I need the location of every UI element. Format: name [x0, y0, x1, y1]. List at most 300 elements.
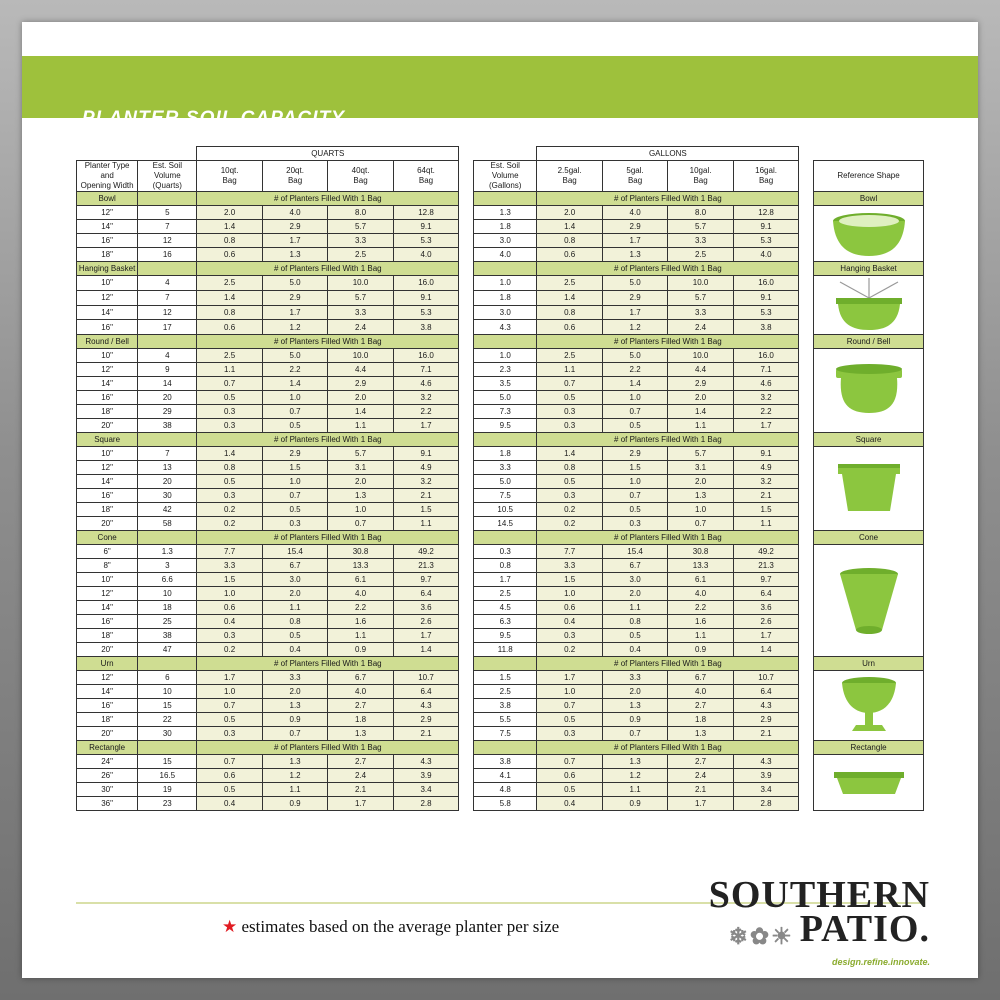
gallon-bag-value-2: 3.1	[668, 461, 733, 475]
shape-label: Square	[814, 433, 924, 447]
quart-bag-value-3: 2.2	[393, 405, 458, 419]
table-row	[77, 517, 924, 531]
planter-size: 10"	[77, 573, 138, 587]
gallon-bag-value-2: 6.1	[668, 573, 733, 587]
gallon-bag-value-3: 2.1	[733, 489, 799, 503]
spacer	[459, 657, 474, 671]
spacer	[459, 419, 474, 433]
spacer	[459, 489, 474, 503]
section-header-row	[77, 262, 924, 276]
quart-bag-value-3: 2.6	[393, 615, 458, 629]
gallon-bag-value-1: 1.7	[602, 234, 667, 248]
gallon-bag-value-1: 1.7	[602, 305, 667, 320]
spacer	[799, 192, 814, 206]
quart-bag-value-0: 0.7	[197, 377, 262, 391]
quart-bag-value-3: 1.1	[393, 517, 458, 531]
shape-illustration-square	[814, 447, 924, 531]
quart-bag-value-2: 0.9	[328, 643, 393, 657]
gallon-bag-value-2: 4.4	[668, 363, 733, 377]
section-blank	[138, 657, 197, 671]
soil-volume-gallons: 1.7	[474, 573, 537, 587]
quart-bag-value-2: 3.3	[328, 305, 393, 320]
gallon-bag-value-0: 0.4	[537, 797, 602, 811]
gallon-bag-value-3: 5.3	[733, 234, 799, 248]
table-row	[77, 320, 924, 335]
gallon-bag-value-3: 6.4	[733, 685, 799, 699]
quart-bag-value-1: 1.3	[262, 755, 327, 769]
quart-bag-value-1: 1.1	[262, 783, 327, 797]
table-row	[77, 559, 924, 573]
spacer	[799, 391, 814, 405]
soil-volume-quarts: 5	[138, 206, 197, 220]
spacer	[459, 192, 474, 206]
gallon-bag-value-3: 49.2	[733, 545, 799, 559]
gallon-bag-value-2: 2.0	[668, 475, 733, 489]
capacity-table-wrapper	[76, 146, 924, 811]
gallon-bag-value-0: 0.8	[537, 234, 602, 248]
soil-volume-gallons: 5.0	[474, 475, 537, 489]
spacer	[799, 545, 814, 559]
spacer	[459, 741, 474, 755]
gallon-bag-value-2: 5.7	[668, 290, 733, 305]
quart-bag-value-2: 5.7	[328, 290, 393, 305]
gallon-bag-value-1: 1.0	[602, 475, 667, 489]
section-blank	[474, 262, 537, 276]
gallon-bag-value-1: 2.9	[602, 220, 667, 234]
gallon-bag-value-0: 0.3	[537, 629, 602, 643]
brand-line-2: ❄✿☀ PATIO.	[600, 912, 930, 954]
spacer	[459, 433, 474, 447]
quart-bag-value-0: 0.3	[197, 629, 262, 643]
quart-bag-value-0: 0.5	[197, 713, 262, 727]
quart-bag-value-2: 4.0	[328, 587, 393, 601]
quart-bag-value-3: 6.4	[393, 587, 458, 601]
soil-volume-gallons: 3.0	[474, 305, 537, 320]
planter-size: 18"	[77, 405, 138, 419]
spacer	[799, 489, 814, 503]
planter-size: 18"	[77, 629, 138, 643]
gallon-bag-value-1: 0.5	[602, 629, 667, 643]
quart-bag-value-2: 1.3	[328, 489, 393, 503]
gallon-bag-value-2: 10.0	[668, 349, 733, 363]
quart-bag-value-1: 0.5	[262, 419, 327, 433]
gallon-bag-value-2: 2.7	[668, 699, 733, 713]
table-row	[77, 685, 924, 699]
quart-bag-value-1: 1.2	[262, 769, 327, 783]
section-blank	[474, 335, 537, 349]
gallon-bag-value-3: 4.3	[733, 699, 799, 713]
quart-bag-value-1: 2.2	[262, 363, 327, 377]
blank	[814, 147, 924, 161]
spacer	[459, 262, 474, 276]
gallon-bag-value-3: 7.1	[733, 363, 799, 377]
spacer	[799, 657, 814, 671]
gallon-bag-value-1: 2.0	[602, 685, 667, 699]
gallon-bag-value-3: 21.3	[733, 559, 799, 573]
table-row	[77, 615, 924, 629]
quart-bag-value-2: 6.7	[328, 671, 393, 685]
fill-note-gallons: # of Planters Filled With 1 Bag	[537, 741, 799, 755]
quart-bag-value-2: 30.8	[328, 545, 393, 559]
gallon-bag-value-1: 2.2	[602, 363, 667, 377]
gallon-bag-value-2: 13.3	[668, 559, 733, 573]
gallon-bag-value-2: 1.0	[668, 503, 733, 517]
quart-bag-value-0: 0.3	[197, 489, 262, 503]
table-row	[77, 305, 924, 320]
quart-bag-value-2: 5.7	[328, 220, 393, 234]
soil-volume-gallons: 7.5	[474, 727, 537, 741]
gallon-bag-value-1: 3.3	[602, 671, 667, 685]
quart-bag-value-2: 1.6	[328, 615, 393, 629]
gallon-bag-value-2: 5.7	[668, 447, 733, 461]
gallon-bag-value-1: 0.8	[602, 615, 667, 629]
table-row	[77, 489, 924, 503]
soil-volume-quarts: 7	[138, 220, 197, 234]
soil-volume-gallons: 5.8	[474, 797, 537, 811]
table-row	[77, 276, 924, 291]
soil-volume-gallons: 3.8	[474, 755, 537, 769]
col-header-planter-type: Planter Type and Opening Width	[77, 161, 138, 192]
soil-volume-quarts: 12	[138, 305, 197, 320]
shape-illustration-urn	[814, 671, 924, 741]
gallon-bag-value-1: 1.1	[602, 601, 667, 615]
quart-bag-value-1: 1.3	[262, 699, 327, 713]
spacer	[799, 699, 814, 713]
col-header-quart-bag-3: 64qt. Bag	[393, 161, 458, 192]
shape-illustration-bowl	[814, 206, 924, 262]
quart-bag-value-2: 1.3	[328, 727, 393, 741]
soil-volume-quarts: 6	[138, 671, 197, 685]
soil-volume-gallons: 4.8	[474, 783, 537, 797]
fill-note-quarts: # of Planters Filled With 1 Bag	[197, 657, 459, 671]
table-row	[77, 475, 924, 489]
quart-bag-value-3: 4.3	[393, 755, 458, 769]
section-name: Rectangle	[77, 741, 138, 755]
planter-size: 24"	[77, 755, 138, 769]
quart-bag-value-1: 0.3	[262, 517, 327, 531]
gallon-bag-value-0: 0.5	[537, 391, 602, 405]
spacer	[799, 248, 814, 262]
header-banner	[22, 56, 978, 129]
quart-bag-value-3: 12.8	[393, 206, 458, 220]
planter-size: 20"	[77, 643, 138, 657]
quart-bag-value-3: 4.0	[393, 248, 458, 262]
gallon-bag-value-1: 15.4	[602, 545, 667, 559]
soil-volume-gallons: 4.5	[474, 601, 537, 615]
quart-bag-value-2: 2.4	[328, 769, 393, 783]
datasheet	[22, 22, 978, 978]
shape-label: Hanging Basket	[814, 262, 924, 276]
gallon-bag-value-0: 0.5	[537, 475, 602, 489]
spacer	[459, 447, 474, 461]
soil-volume-quarts: 18	[138, 601, 197, 615]
soil-volume-quarts: 22	[138, 713, 197, 727]
spacer	[799, 503, 814, 517]
gallon-bag-value-2: 2.5	[668, 248, 733, 262]
table-row	[77, 349, 924, 363]
quart-bag-value-3: 1.7	[393, 629, 458, 643]
quart-bag-value-0: 1.1	[197, 363, 262, 377]
gallon-bag-value-0: 1.4	[537, 447, 602, 461]
gallon-bag-value-2: 4.0	[668, 587, 733, 601]
table-row	[77, 629, 924, 643]
gallon-bag-value-2: 2.1	[668, 783, 733, 797]
spacer	[459, 517, 474, 531]
quart-bag-value-3: 2.9	[393, 713, 458, 727]
table-row	[77, 727, 924, 741]
quart-bag-value-3: 3.6	[393, 601, 458, 615]
section-blank	[138, 335, 197, 349]
spacer	[459, 147, 474, 161]
gallon-bag-value-2: 1.1	[668, 419, 733, 433]
gallon-bag-value-1: 5.0	[602, 276, 667, 291]
fill-note-gallons: # of Planters Filled With 1 Bag	[537, 335, 799, 349]
gallon-bag-value-1: 0.5	[602, 419, 667, 433]
quart-bag-value-1: 1.1	[262, 601, 327, 615]
gallon-bag-value-3: 1.5	[733, 503, 799, 517]
quart-bag-value-2: 8.0	[328, 206, 393, 220]
quart-bag-value-2: 2.7	[328, 755, 393, 769]
gallon-bag-value-0: 3.3	[537, 559, 602, 573]
quart-bag-value-0: 0.7	[197, 699, 262, 713]
table-row	[77, 601, 924, 615]
quart-bag-value-2: 3.1	[328, 461, 393, 475]
spacer	[459, 685, 474, 699]
quart-bag-value-2: 3.3	[328, 234, 393, 248]
quart-bag-value-3: 1.4	[393, 643, 458, 657]
gallon-bag-value-1: 0.3	[602, 517, 667, 531]
gallon-bag-value-3: 3.2	[733, 475, 799, 489]
section-header-row	[77, 531, 924, 545]
gallon-bag-value-0: 0.3	[537, 419, 602, 433]
fill-note-quarts: # of Planters Filled With 1 Bag	[197, 192, 459, 206]
spacer	[459, 320, 474, 335]
col-header-est-quarts: Est. Soil Volume (Quarts)	[138, 161, 197, 192]
spacer	[459, 797, 474, 811]
soil-volume-gallons: 7.5	[474, 489, 537, 503]
soil-volume-quarts: 16.5	[138, 769, 197, 783]
quart-bag-value-0: 0.3	[197, 419, 262, 433]
gallon-bag-value-1: 1.2	[602, 769, 667, 783]
quart-bag-value-0: 0.5	[197, 475, 262, 489]
gallon-bag-value-1: 2.9	[602, 447, 667, 461]
quart-bag-value-3: 4.9	[393, 461, 458, 475]
table-row	[77, 713, 924, 727]
gallon-bag-value-0: 2.5	[537, 349, 602, 363]
quart-bag-value-2: 10.0	[328, 276, 393, 291]
gallon-bag-value-2: 2.0	[668, 391, 733, 405]
gallon-bag-value-3: 1.7	[733, 629, 799, 643]
gallon-bag-value-2: 2.4	[668, 769, 733, 783]
quart-bag-value-0: 0.2	[197, 643, 262, 657]
quart-bag-value-3: 3.2	[393, 475, 458, 489]
gallon-bag-value-0: 1.0	[537, 587, 602, 601]
soil-volume-gallons: 2.5	[474, 685, 537, 699]
quart-bag-value-1: 0.9	[262, 713, 327, 727]
quart-bag-value-1: 5.0	[262, 276, 327, 291]
quart-bag-value-0: 2.0	[197, 206, 262, 220]
spacer	[799, 615, 814, 629]
gallon-bag-value-0: 0.4	[537, 615, 602, 629]
quart-bag-value-0: 0.5	[197, 783, 262, 797]
soil-volume-quarts: 4	[138, 349, 197, 363]
spacer	[459, 391, 474, 405]
spacer	[799, 220, 814, 234]
quart-bag-value-2: 5.7	[328, 447, 393, 461]
gallon-bag-value-0: 1.1	[537, 363, 602, 377]
table-row	[77, 248, 924, 262]
gallon-bag-value-1: 2.0	[602, 587, 667, 601]
spacer	[459, 363, 474, 377]
planter-size: 14"	[77, 305, 138, 320]
table-row	[77, 769, 924, 783]
quart-bag-value-3: 4.3	[393, 699, 458, 713]
gallon-bag-value-3: 4.9	[733, 461, 799, 475]
table-row	[77, 797, 924, 811]
section-header-row	[77, 657, 924, 671]
gallon-bag-value-2: 1.6	[668, 615, 733, 629]
gallon-bag-value-1: 0.9	[602, 713, 667, 727]
planter-size: 16"	[77, 615, 138, 629]
quart-bag-value-0: 0.6	[197, 320, 262, 335]
spacer	[799, 559, 814, 573]
column-header-row	[77, 161, 924, 192]
soil-volume-gallons: 6.3	[474, 615, 537, 629]
section-blank	[138, 531, 197, 545]
soil-volume-gallons: 1.8	[474, 447, 537, 461]
spacer	[459, 769, 474, 783]
quart-bag-value-1: 6.7	[262, 559, 327, 573]
soil-volume-gallons: 1.0	[474, 349, 537, 363]
quart-bag-value-1: 1.7	[262, 305, 327, 320]
quart-bag-value-1: 2.0	[262, 587, 327, 601]
quart-bag-value-2: 2.1	[328, 783, 393, 797]
planter-size: 10"	[77, 447, 138, 461]
soil-volume-gallons: 14.5	[474, 517, 537, 531]
quart-bag-value-3: 3.9	[393, 769, 458, 783]
quart-bag-value-2: 2.4	[328, 320, 393, 335]
footnote-text: estimates based on the average planter per size	[241, 917, 560, 936]
quart-bag-value-3: 9.1	[393, 220, 458, 234]
quart-bag-value-3: 9.7	[393, 573, 458, 587]
gallon-bag-value-0: 0.6	[537, 601, 602, 615]
gallon-bag-value-3: 3.8	[733, 320, 799, 335]
spacer	[459, 727, 474, 741]
fill-note-gallons: # of Planters Filled With 1 Bag	[537, 657, 799, 671]
table-row	[77, 391, 924, 405]
quart-bag-value-2: 13.3	[328, 559, 393, 573]
spacer	[799, 755, 814, 769]
soil-volume-gallons: 4.1	[474, 769, 537, 783]
gallon-bag-value-2: 8.0	[668, 206, 733, 220]
gallon-bag-value-2: 1.8	[668, 713, 733, 727]
quart-bag-value-0: 0.3	[197, 405, 262, 419]
gallon-bag-value-2: 10.0	[668, 276, 733, 291]
planter-size: 10"	[77, 276, 138, 291]
spacer	[799, 769, 814, 783]
spacer	[799, 447, 814, 461]
spacer	[799, 713, 814, 727]
brand-line-1: SOUTHERN	[708, 874, 930, 916]
planter-size: 12"	[77, 587, 138, 601]
soil-volume-quarts: 10	[138, 685, 197, 699]
soil-volume-quarts: 19	[138, 783, 197, 797]
quart-bag-value-1: 1.3	[262, 248, 327, 262]
spacer	[799, 377, 814, 391]
gallon-bag-value-1: 1.3	[602, 755, 667, 769]
table-row	[77, 503, 924, 517]
spacer	[459, 573, 474, 587]
quart-bag-value-3: 21.3	[393, 559, 458, 573]
quart-bag-value-0: 1.7	[197, 671, 262, 685]
gallon-bag-value-1: 3.0	[602, 573, 667, 587]
spacer	[459, 783, 474, 797]
spacer	[459, 305, 474, 320]
quart-bag-value-1: 2.9	[262, 447, 327, 461]
fill-note-gallons: # of Planters Filled With 1 Bag	[537, 192, 799, 206]
soil-volume-gallons: 1.5	[474, 671, 537, 685]
gallon-bag-value-0: 0.6	[537, 769, 602, 783]
gallon-bag-value-3: 2.6	[733, 615, 799, 629]
table-row	[77, 234, 924, 248]
section-header-row	[77, 335, 924, 349]
section-name: Bowl	[77, 192, 138, 206]
quart-bag-value-0: 1.5	[197, 573, 262, 587]
table-row	[77, 643, 924, 657]
shape-label: Urn	[814, 657, 924, 671]
quart-bag-value-0: 1.4	[197, 447, 262, 461]
gallon-bag-value-2: 2.4	[668, 320, 733, 335]
section-blank	[474, 741, 537, 755]
planter-size: 16"	[77, 489, 138, 503]
spacer	[459, 615, 474, 629]
quart-bag-value-3: 16.0	[393, 349, 458, 363]
planter-size: 20"	[77, 727, 138, 741]
soil-volume-quarts: 30	[138, 489, 197, 503]
soil-volume-gallons: 3.8	[474, 699, 537, 713]
gallon-bag-value-3: 2.1	[733, 727, 799, 741]
quart-bag-value-0: 7.7	[197, 545, 262, 559]
gallon-bag-value-1: 0.7	[602, 727, 667, 741]
section-blank	[474, 433, 537, 447]
spacer	[799, 629, 814, 643]
spacer	[799, 262, 814, 276]
spacer	[799, 531, 814, 545]
quart-bag-value-2: 4.4	[328, 363, 393, 377]
table-row	[77, 447, 924, 461]
gallon-bag-value-2: 2.9	[668, 377, 733, 391]
blank	[474, 147, 537, 161]
gallon-bag-value-0: 0.3	[537, 489, 602, 503]
soil-volume-quarts: 16	[138, 248, 197, 262]
col-header-gallon-bag-2: 10gal. Bag	[668, 161, 733, 192]
table-row	[77, 461, 924, 475]
table-row	[77, 290, 924, 305]
section-blank	[474, 657, 537, 671]
gallon-bag-value-3: 3.6	[733, 601, 799, 615]
gallon-bag-value-3: 9.7	[733, 573, 799, 587]
shape-label: Bowl	[814, 192, 924, 206]
spacer	[799, 741, 814, 755]
soil-volume-gallons: 2.5	[474, 587, 537, 601]
quart-bag-value-0: 0.8	[197, 305, 262, 320]
quart-bag-value-2: 2.0	[328, 391, 393, 405]
quart-bag-value-3: 3.8	[393, 320, 458, 335]
planter-size: 10"	[77, 349, 138, 363]
table-row	[77, 405, 924, 419]
spacer	[459, 161, 474, 192]
gallon-bag-value-3: 1.7	[733, 419, 799, 433]
